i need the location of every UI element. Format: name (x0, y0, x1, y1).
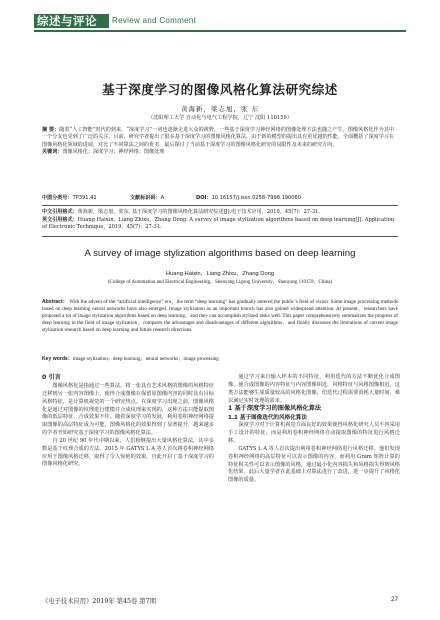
abstract-cn-label: 摘 要： (42, 127, 60, 133)
divider-top (42, 205, 398, 206)
paragraph: 通过学习来自输入样本的不同特征，利用迭代的方法不断优化合成图像，使合成图像的内容特征与内容图像相近，风格特征与风格图像相近。这类方法能够生成质量较高的风格化图像，但迭代过程需要消耗大量时间，难以满足实时处理的需求。 (228, 374, 400, 404)
abstract-cn (42, 127, 394, 157)
page-number: 27 (390, 596, 398, 603)
page-footer (42, 596, 398, 608)
title-en: A survey of image stylization algorithms based on deep learning (84, 248, 356, 259)
paragraph: 深度学习对于计算机视觉方面良好的效果使得风格化研究人员不再采用手工设计的特征，而是利用卷积神经网络自动提取图像的特征进行风格迁移。 (228, 422, 400, 445)
header-rule (34, 30, 406, 32)
title-cn: 基于深度学习的图像风格化算法研究综述 (102, 82, 338, 97)
keywords-en-text: image stylization；deep learning；neural networks；image processing (72, 356, 219, 362)
body-column-right (228, 374, 400, 485)
clc-label: 中图分类号： (42, 195, 73, 201)
paragraph: GATYS L A 等人首次提出利用卷积神经网络进行风格迁移。他们发现卷积神经网络的高层特征可以表示图像的内容，而利用 Gram 矩阵计算的特征相关性可以表示图像的风格，通过最小化内容损失和风格损失得到风格化结果。此后大量学者在此基础上对算法进行了改进，进一步提升了风格化图像的质量。 (228, 445, 400, 484)
section-label-en: Review and Comment (112, 16, 197, 25)
citation-en-text: Huang Haixin，Liang Zhixu，Zhang Dong. A survey of image stylization algorithms based on deep learning[J]. Application of Electronic Technique，2019，45(7)：27-31. (42, 216, 395, 231)
paragraph: 图像风格化是指通过一些算法，将一张具有艺术风格的图像的风格特征迁移到另一张内容图像上，使得合成图像在保留原图像内容的同时具有目标风格特征，是计算机视觉的一个研究热点。在深度学习出现之前，图像风格化是通过对图像的纹理进行建模并合成纹理来实现的，这种方法只能提取图像的低层特征，合成效果不佳。随着深度学习的发展，利用卷积神经网络提取图像的高层特征成为可能，图像风格化的效果得到了显著提升，越来越多的学者开始研究基于深度学习的图像风格化算法。 (42, 383, 214, 437)
journal-info: 《电子技术应用》2019年 第45卷 第7期 (42, 598, 156, 605)
authors-en: Huang Haixin，Liang Zhixu，Zhang Dong (165, 271, 275, 277)
doi-label: DOI： (196, 195, 212, 201)
doi (196, 194, 301, 201)
body-column-left (42, 374, 214, 469)
section-1-heading: 1 基于深度学习的图像风格化算法 (228, 405, 322, 413)
keywords-en-label: Key words： (42, 356, 73, 362)
clc-number (42, 194, 97, 201)
keywords-cn-label: 关键词： (42, 149, 63, 156)
citation-block (42, 209, 398, 232)
doi-value: 10.16157/j.issn.0258-7998.190060 (211, 195, 302, 201)
paragraph: 自 20 世纪 90 年代中期以来，人们相继提出大量风格化算法，其中多数是基于纹理合成的方法。2015 年 GATYS L A 等人首次将卷积神经网络应用于图像风格迁移，取得了令人惊艳的效果，自此开启了基于深度学习的图像风格化研究。 (42, 437, 214, 468)
page-header (0, 0, 440, 32)
abstract-en-text: With the advent of the “artificial intelligence” era，the term “deep learning” has gradually entered the public’s field of vision. Some image processing methods based on deep learning neural networks have also emerged. Image stylization as an important branch has also gained widespread attention. At present，researchers have proposed a lot of image stylization algorithms based on deep learning，and they can accomplish stylized tasks well. This paper comprehensively summarizes the progress of deep learning in the field of image stylization，compares the advantages and disadvantages of different algorithms，and finally discusses the limitations of current image stylization research based on deep learning and future research directions. (42, 299, 398, 334)
citation-en-label: 英文引用格式： (42, 216, 78, 223)
abstract-en-label: Abstract： (42, 299, 69, 305)
abstract-cn-text: 随着“人工智能”时代的到来，“深度学习”一词也逐渐走进大众的视野，一些基于深度学习神经网络的图像处理方法也随之产生，图像风格化作为其中一个分支也受到了广泛的关注。目前，研究学者提出了很多基于深度学习的图像风格化算法，由于新的模型的提出具有更优越的性能，全面概括了深度学习在图像风格化领域的进展，对比了不同算法之间的优劣，最后探讨了当前基于深度学习的图像风格化研究的局限性及未来的研究方向。 (42, 127, 394, 148)
doc-label: 文献标识码： (130, 195, 161, 201)
subsection-1-1-heading: 1.1 基于图像迭代的风格化算法 (228, 415, 307, 422)
citation-cn-text: 黄海新，梁志旭，张东. 基于深度学习的图像风格化算法研究综述[J].电子技术应用，2019，45(7)：27-31. (77, 209, 320, 215)
section-0-heading: 0 引言 (42, 374, 61, 381)
citation-cn-label: 中文引用格式： (42, 209, 78, 215)
clc-value: TP391.41 (72, 195, 97, 201)
abstract-en (42, 299, 398, 334)
affiliation-cn: （沈阳理工大学 自动化与电气工程学院，辽宁 沈阳 110159） (147, 115, 293, 121)
doc-value: A (160, 195, 165, 201)
keywords-cn-text: 图像风格化；深度学习；神经网络；图像处理 (62, 149, 165, 156)
doc-code (130, 194, 164, 201)
section-label-cn: 综述与评论 (34, 14, 109, 28)
divider-bottom (42, 236, 398, 237)
keywords-en (42, 355, 398, 362)
affiliation-en: (College of Automation and Electrical Engineering，Shenyang Ligong University，Shenyang 110159，China) (107, 280, 333, 285)
authors-cn: 黄海新，梁志旭，张 东 (180, 105, 260, 113)
